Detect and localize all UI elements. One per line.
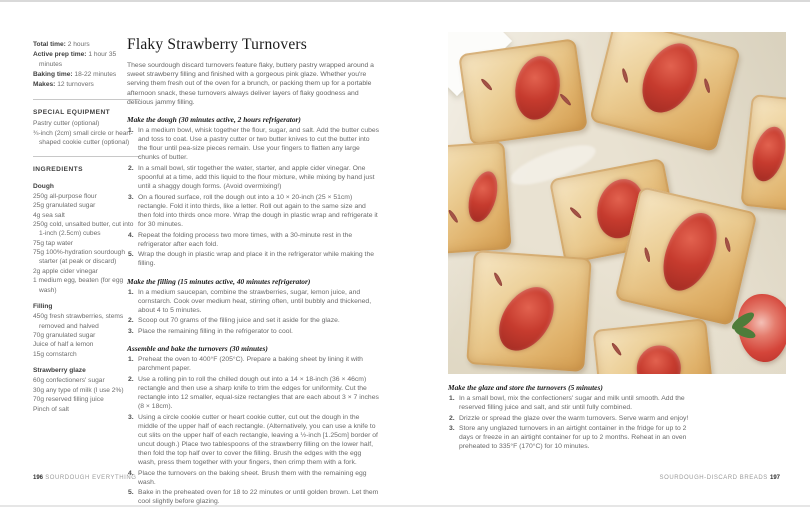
glaze-steps	[448, 394, 700, 452]
left-footer-text: SOURDOUGH EVERYTHING	[45, 475, 137, 481]
step: Repeat the folding process two more times, with a 30-minute rest in the refrigerator after each fold.	[138, 231, 353, 248]
right-page-footer	[660, 475, 780, 481]
pastry-slit	[448, 209, 459, 224]
section-heading-glaze: Make the glaze and store the turnovers (5 minutes)	[448, 383, 603, 392]
glaze-section	[448, 383, 700, 453]
ingredient-group-glaze: Strawberry glaze	[33, 367, 86, 375]
strawberry-filling	[633, 341, 686, 374]
step: On a floured surface, roll the dough out into a 10 × 20-inch (25 × 51cm) rectangle. Fold it into thirds, like a letter. Roll out again to the same size and then fold into thirds once more. Wrap the dough in plastic wrap and refrigerate it for 30 minutes.	[138, 193, 378, 229]
pastry-slit	[703, 78, 711, 94]
step: Using a circle cookie cutter or heart cookie cutter, cut out the dough in the middle of the upper half of each rectangle. (Alternatively, you can use a knife to cut slits on the upper half of each rectangle, leaving a ½-inch [1.25cm] border of uncut dough.) Place two tablespoons of the strawberry filling on the lower half, then fold the top half over to cover the filling. Brush the edges with the egg wash, press them together with your fingers, then crimp them with a fork.	[138, 413, 378, 467]
strawberry-filling	[510, 53, 564, 124]
recipe-intro: These sourdough discard turnovers feature flaky, buttery pastry wrapped around a sweet strawberry filling and finished with a gorgeous pink glaze. Whether you're serving them fresh out of the oven for a brunch, or packing them up for a portable afternoon snack, these turnovers always deliver layers of flaky goodness and delicious jammy filling.	[127, 62, 374, 106]
total-time	[33, 40, 140, 49]
ingredient-group-dough: Dough	[33, 182, 54, 190]
right-page-number: 197	[769, 475, 780, 481]
pastry-slit	[621, 68, 629, 84]
section-heading-filling: Make the filling (15 minutes active, 40 minutes refrigerator)	[127, 276, 311, 286]
active-prep-time-label: Active prep time:	[33, 51, 87, 59]
strawberry-leaf	[733, 325, 757, 341]
ingredient-item: 60g confectioners' sugar	[33, 377, 105, 385]
ingredient-item: 4g sea salt	[33, 211, 65, 219]
strawberry-filling	[747, 123, 786, 185]
page-title: Flaky Strawberry Turnovers	[127, 36, 307, 53]
pastry-slit	[569, 206, 583, 219]
makes-label: Makes:	[33, 81, 56, 89]
total-time-value: 2 hours	[67, 41, 90, 48]
step: Place the turnovers on the baking sheet. Brush them with the remaining egg wash.	[138, 469, 367, 486]
ingredient-item: 250g all-purpose flour	[33, 192, 97, 200]
step: In a medium bowl, whisk together the flour, sugar, and salt. Add the butter cubes and toss to coat. Use a pastry cutter or two butter knives to cut the butter into the flour until pea-size pieces remain. Use your fingers to flatten any large chunks of butter.	[138, 127, 380, 162]
makes-value: 12 turnovers	[57, 81, 94, 89]
step: Preheat the oven to 400°F (205°C). Prepare a baking sheet by lining it with parchment paper.	[138, 356, 363, 373]
page-top-edge	[0, 0, 810, 2]
step: In a medium saucepan, combine the strawberries, sugar, lemon juice, and cornstarch. Cook over medium heat, stirring often, until bubbly and thickened, about 4 to 5 minutes.	[138, 288, 372, 314]
ingredient-item: 2g apple cider vinegar	[33, 267, 98, 275]
ingredient-item: 15g cornstarch	[33, 350, 77, 358]
section-heading-assemble: Assemble and bake the turnovers (30 minutes)	[127, 344, 268, 354]
strawberry-filling	[653, 205, 727, 298]
pastry-slit	[559, 93, 572, 107]
pastry-slit	[480, 78, 493, 92]
pastry-slit	[493, 272, 504, 287]
ingredient-item: 1 medium egg, beaten (for egg wash)	[33, 277, 124, 294]
strawberry-half	[738, 294, 786, 362]
total-time-label: Total time:	[33, 41, 66, 48]
strawberry-filling	[488, 277, 565, 361]
ingredient-item: 75g 100%-hydration sourdough starter (at peak or discard)	[33, 249, 126, 266]
left-page-footer	[33, 475, 136, 481]
turnover-pastry	[592, 318, 713, 374]
left-page-number: 196	[33, 475, 44, 481]
ingredient-item: 250g cold, unsalted butter, cut into 1-inch (2.5cm) cubes	[33, 221, 134, 238]
ingredients-heading: INGREDIENTS	[33, 166, 84, 174]
turnover-pastry	[458, 38, 588, 146]
dough-steps	[127, 126, 380, 268]
assemble-steps	[127, 355, 380, 507]
step: Store any unglazed turnovers in an airtight container in the fridge for up to 2 days or freeze in an airtight container for up to 2 months. Reheat in an oven preheated to 335°F (170°C) for 10 minutes.	[459, 425, 687, 451]
baking-time-value: 18-22 minutes	[74, 71, 117, 79]
strawberry-filling	[631, 34, 708, 122]
turnover-pastry	[740, 94, 786, 214]
ingredient-item: 30g any type of milk (I use 2%)	[33, 386, 124, 394]
ingredient-item: 450g fresh strawberries, stems removed and halved	[33, 313, 124, 330]
ingredient-item: Pinch of salt	[33, 405, 69, 413]
equipment-item: ¾-inch (2cm) small circle or heart-shaped cookie cutter (optional)	[33, 129, 133, 146]
active-prep-time-value: 1 hour 35 minutes	[39, 51, 117, 68]
filling-steps	[127, 288, 380, 336]
pastry-slit	[611, 342, 623, 356]
recipe-main-column	[127, 36, 380, 507]
step: Place the remaining filling in the refrigerator to cool.	[138, 327, 293, 335]
step: Bake in the preheated oven for 18 to 22 minutes or until golden brown. Let them cool slightly before glazing.	[138, 489, 379, 506]
turnovers-photo	[448, 32, 786, 374]
active-prep-time	[33, 50, 140, 69]
section-heading-dough: Make the dough (30 minutes active, 2 hours refrigerator)	[127, 115, 301, 125]
turnover-pastry	[589, 32, 741, 152]
ingredient-item: 75g tap water	[33, 239, 73, 247]
turnover-pastry	[448, 141, 512, 255]
step: In a small bowl, stir together the water, starter, and apple cider vinegar. One spoonful at a time, add this liquid to the flour mixture, while mixing by hand just until a shaggy dough forms. (Avoid overmixing!)	[138, 165, 375, 191]
right-footer-text: SOURDOUGH-DISCARD BREADS	[659, 475, 768, 481]
pastry-slit	[724, 237, 732, 253]
ingredient-group-filling: Filling	[33, 302, 53, 310]
ingredient-item: 70g granulated sugar	[33, 331, 96, 339]
special-equipment-heading: SPECIAL EQUIPMENT	[33, 108, 111, 116]
makes	[33, 80, 140, 89]
step: Scoop out 70 grams of the filling juice and set it aside for the glaze.	[138, 317, 340, 325]
baking-time-label: Baking time:	[33, 71, 73, 79]
ingredient-item: 25g granulated sugar	[33, 202, 96, 210]
recipe-info-sidebar	[33, 40, 140, 414]
pastry-slit	[643, 247, 651, 263]
turnover-pastry	[614, 186, 757, 326]
sidebar-divider	[33, 99, 140, 100]
turnover-pastry	[466, 250, 592, 372]
step: Wrap the dough in plastic wrap and place it in the refrigerator while making the filling.	[138, 251, 375, 268]
step: Drizzle or spread the glaze over the warm turnovers. Serve warm and enjoy!	[459, 414, 689, 422]
equipment-item: Pastry cutter (optional)	[33, 120, 100, 128]
ingredient-item: 70g reserved filling juice	[33, 396, 104, 404]
step: In a small bowl, mix the confectioners' sugar and milk until smooth. Add the reserved filling juice and salt, and stir until fully combined.	[459, 395, 685, 412]
sidebar-divider	[33, 156, 140, 157]
ingredient-item: Juice of half a lemon	[33, 341, 94, 349]
baking-time	[33, 70, 140, 79]
strawberry-filling	[463, 168, 502, 225]
step: Use a rolling pin to roll the chilled dough out into a 14 × 18-inch (36 × 46cm) rectangle and then use a sharp knife to trim the edges for uniformity. Cut the rectangle into 12 smaller, equal-size rectangles that are each about 3 × 7 inches (8 × 18cm).	[138, 375, 379, 411]
